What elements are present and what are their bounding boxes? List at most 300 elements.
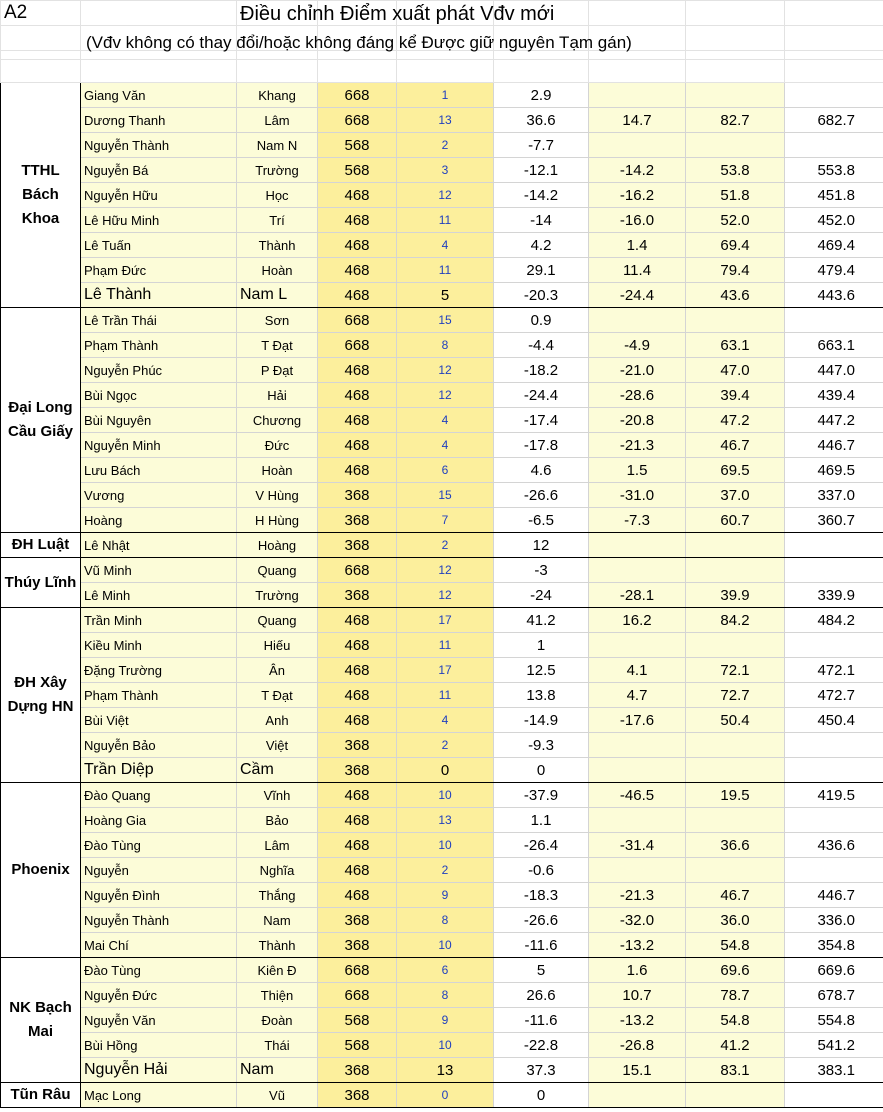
computed-adjustment-cell[interactable]: 11.4: [589, 258, 686, 283]
adjusted-value-cell[interactable]: [686, 733, 785, 758]
rank-cell[interactable]: 11: [397, 683, 494, 708]
computed-adjustment-cell[interactable]: -4.9: [589, 333, 686, 358]
first-name-cell[interactable]: Trần Minh: [81, 608, 237, 633]
new-start-score-cell[interactable]: 554.8: [785, 1008, 883, 1033]
last-name-cell[interactable]: Vũ: [237, 1083, 318, 1108]
computed-adjustment-cell[interactable]: -28.1: [589, 583, 686, 608]
adjustment-cell[interactable]: -3: [494, 558, 589, 583]
adjusted-value-cell[interactable]: [686, 633, 785, 658]
start-score-cell[interactable]: 368: [318, 508, 397, 533]
last-name-cell[interactable]: Thắng: [237, 883, 318, 908]
first-name-cell[interactable]: Lê Thành: [81, 283, 237, 308]
last-name-cell[interactable]: Nam: [237, 908, 318, 933]
new-start-score-cell[interactable]: [785, 533, 883, 558]
last-name-cell[interactable]: Hiếu: [237, 633, 318, 658]
first-name-cell[interactable]: Mạc Long: [81, 1083, 237, 1108]
adjusted-value-cell[interactable]: [686, 858, 785, 883]
first-name-cell[interactable]: Nguyễn Bá: [81, 158, 237, 183]
start-score-cell[interactable]: 468: [318, 658, 397, 683]
start-score-cell[interactable]: 468: [318, 833, 397, 858]
new-start-score-cell[interactable]: [785, 758, 883, 783]
adjusted-value-cell[interactable]: 79.4: [686, 258, 785, 283]
computed-adjustment-cell[interactable]: -21.3: [589, 883, 686, 908]
first-name-cell[interactable]: Bùi Hồng: [81, 1033, 237, 1058]
rank-cell[interactable]: 10: [397, 1033, 494, 1058]
first-name-cell[interactable]: Phạm Đức: [81, 258, 237, 283]
computed-adjustment-cell[interactable]: [589, 133, 686, 158]
start-score-cell[interactable]: 468: [318, 683, 397, 708]
last-name-cell[interactable]: Sơn: [237, 308, 318, 333]
rank-cell[interactable]: 2: [397, 858, 494, 883]
adjusted-value-cell[interactable]: 47.0: [686, 358, 785, 383]
new-start-score-cell[interactable]: 484.2: [785, 608, 883, 633]
last-name-cell[interactable]: Thiện: [237, 983, 318, 1008]
adjusted-value-cell[interactable]: 46.7: [686, 433, 785, 458]
start-score-cell[interactable]: 368: [318, 933, 397, 958]
first-name-cell[interactable]: Đào Tùng: [81, 833, 237, 858]
computed-adjustment-cell[interactable]: -28.6: [589, 383, 686, 408]
computed-adjustment-cell[interactable]: -32.0: [589, 908, 686, 933]
new-start-score-cell[interactable]: [785, 733, 883, 758]
adjustment-cell[interactable]: 29.1: [494, 258, 589, 283]
start-score-cell[interactable]: 668: [318, 83, 397, 108]
computed-adjustment-cell[interactable]: [589, 308, 686, 333]
computed-adjustment-cell[interactable]: -21.0: [589, 358, 686, 383]
last-name-cell[interactable]: Hải: [237, 383, 318, 408]
adjusted-value-cell[interactable]: [686, 758, 785, 783]
adjustment-cell[interactable]: -24.4: [494, 383, 589, 408]
computed-adjustment-cell[interactable]: -31.0: [589, 483, 686, 508]
adjusted-value-cell[interactable]: 51.8: [686, 183, 785, 208]
adjustment-cell[interactable]: -11.6: [494, 1008, 589, 1033]
rank-cell[interactable]: 12: [397, 358, 494, 383]
adjustment-cell[interactable]: 1: [494, 633, 589, 658]
start-score-cell[interactable]: 468: [318, 608, 397, 633]
adjustment-cell[interactable]: 37.3: [494, 1058, 589, 1083]
rank-cell[interactable]: 0: [397, 758, 494, 783]
start-score-cell[interactable]: 368: [318, 1083, 397, 1108]
adjusted-value-cell[interactable]: 39.4: [686, 383, 785, 408]
adjusted-value-cell[interactable]: 83.1: [686, 1058, 785, 1083]
start-score-cell[interactable]: 468: [318, 458, 397, 483]
adjustment-cell[interactable]: 12.5: [494, 658, 589, 683]
rank-cell[interactable]: 3: [397, 158, 494, 183]
last-name-cell[interactable]: Nam L: [237, 283, 318, 308]
adjusted-value-cell[interactable]: 63.1: [686, 333, 785, 358]
adjustment-cell[interactable]: -18.3: [494, 883, 589, 908]
last-name-cell[interactable]: Học: [237, 183, 318, 208]
computed-adjustment-cell[interactable]: [589, 83, 686, 108]
rank-cell[interactable]: 8: [397, 908, 494, 933]
rank-cell[interactable]: 4: [397, 708, 494, 733]
adjusted-value-cell[interactable]: 36.0: [686, 908, 785, 933]
adjustment-cell[interactable]: -9.3: [494, 733, 589, 758]
last-name-cell[interactable]: Nam N: [237, 133, 318, 158]
last-name-cell[interactable]: H Hùng: [237, 508, 318, 533]
last-name-cell[interactable]: Hoàng: [237, 533, 318, 558]
club-name-cell[interactable]: TTHL Bách Khoa: [1, 83, 81, 308]
last-name-cell[interactable]: Hoàn: [237, 258, 318, 283]
adjustment-cell[interactable]: -11.6: [494, 933, 589, 958]
start-score-cell[interactable]: 568: [318, 1008, 397, 1033]
adjustment-cell[interactable]: -18.2: [494, 358, 589, 383]
last-name-cell[interactable]: Nghĩa: [237, 858, 318, 883]
new-start-score-cell[interactable]: 339.9: [785, 583, 883, 608]
adjusted-value-cell[interactable]: 69.6: [686, 958, 785, 983]
first-name-cell[interactable]: Nguyễn: [81, 858, 237, 883]
club-name-cell[interactable]: ĐH Luật: [1, 533, 81, 558]
computed-adjustment-cell[interactable]: [589, 633, 686, 658]
start-score-cell[interactable]: 468: [318, 858, 397, 883]
first-name-cell[interactable]: Bùi Ngọc: [81, 383, 237, 408]
last-name-cell[interactable]: Thái: [237, 1033, 318, 1058]
last-name-cell[interactable]: Vĩnh: [237, 783, 318, 808]
computed-adjustment-cell[interactable]: 10.7: [589, 983, 686, 1008]
new-start-score-cell[interactable]: 446.7: [785, 883, 883, 908]
last-name-cell[interactable]: Chương: [237, 408, 318, 433]
rank-cell[interactable]: 10: [397, 833, 494, 858]
rank-cell[interactable]: 12: [397, 183, 494, 208]
new-start-score-cell[interactable]: 439.4: [785, 383, 883, 408]
start-score-cell[interactable]: 468: [318, 808, 397, 833]
adjustment-cell[interactable]: -12.1: [494, 158, 589, 183]
computed-adjustment-cell[interactable]: 1.6: [589, 958, 686, 983]
adjustment-cell[interactable]: 26.6: [494, 983, 589, 1008]
rank-cell[interactable]: 9: [397, 883, 494, 908]
adjusted-value-cell[interactable]: 54.8: [686, 1008, 785, 1033]
adjusted-value-cell[interactable]: 41.2: [686, 1033, 785, 1058]
start-score-cell[interactable]: 468: [318, 258, 397, 283]
computed-adjustment-cell[interactable]: -17.6: [589, 708, 686, 733]
rank-cell[interactable]: 13: [397, 108, 494, 133]
rank-cell[interactable]: 4: [397, 408, 494, 433]
new-start-score-cell[interactable]: [785, 858, 883, 883]
first-name-cell[interactable]: Lê Tuấn: [81, 233, 237, 258]
start-score-cell[interactable]: 468: [318, 233, 397, 258]
computed-adjustment-cell[interactable]: 15.1: [589, 1058, 686, 1083]
rank-cell[interactable]: 11: [397, 633, 494, 658]
start-score-cell[interactable]: 568: [318, 133, 397, 158]
computed-adjustment-cell[interactable]: 4.7: [589, 683, 686, 708]
start-score-cell[interactable]: 668: [318, 308, 397, 333]
adjustment-cell[interactable]: -4.4: [494, 333, 589, 358]
adjustment-cell[interactable]: 0: [494, 758, 589, 783]
club-name-cell[interactable]: Phoenix: [1, 783, 81, 958]
adjustment-cell[interactable]: -26.4: [494, 833, 589, 858]
first-name-cell[interactable]: Bùi Nguyên: [81, 408, 237, 433]
rank-cell[interactable]: 13: [397, 1058, 494, 1083]
rank-cell[interactable]: 10: [397, 783, 494, 808]
first-name-cell[interactable]: Nguyễn Hữu: [81, 183, 237, 208]
adjusted-value-cell[interactable]: 78.7: [686, 983, 785, 1008]
new-start-score-cell[interactable]: 678.7: [785, 983, 883, 1008]
adjustment-cell[interactable]: 4.2: [494, 233, 589, 258]
new-start-score-cell[interactable]: 663.1: [785, 333, 883, 358]
computed-adjustment-cell[interactable]: [589, 808, 686, 833]
new-start-score-cell[interactable]: 337.0: [785, 483, 883, 508]
adjustment-cell[interactable]: 13.8: [494, 683, 589, 708]
new-start-score-cell[interactable]: 472.1: [785, 658, 883, 683]
adjusted-value-cell[interactable]: [686, 308, 785, 333]
computed-adjustment-cell[interactable]: -13.2: [589, 933, 686, 958]
start-score-cell[interactable]: 468: [318, 633, 397, 658]
new-start-score-cell[interactable]: 472.7: [785, 683, 883, 708]
rank-cell[interactable]: 5: [397, 283, 494, 308]
club-name-cell[interactable]: Đại Long Cầu Giấy: [1, 308, 81, 533]
adjusted-value-cell[interactable]: [686, 808, 785, 833]
new-start-score-cell[interactable]: 383.1: [785, 1058, 883, 1083]
adjusted-value-cell[interactable]: [686, 558, 785, 583]
adjustment-cell[interactable]: -24: [494, 583, 589, 608]
start-score-cell[interactable]: 568: [318, 1033, 397, 1058]
new-start-score-cell[interactable]: 451.8: [785, 183, 883, 208]
adjusted-value-cell[interactable]: [686, 1083, 785, 1108]
last-name-cell[interactable]: V Hùng: [237, 483, 318, 508]
first-name-cell[interactable]: Nguyễn Văn: [81, 1008, 237, 1033]
adjusted-value-cell[interactable]: 36.6: [686, 833, 785, 858]
rank-cell[interactable]: 17: [397, 608, 494, 633]
first-name-cell[interactable]: Phạm Thành: [81, 333, 237, 358]
computed-adjustment-cell[interactable]: 4.1: [589, 658, 686, 683]
new-start-score-cell[interactable]: 669.6: [785, 958, 883, 983]
new-start-score-cell[interactable]: 447.0: [785, 358, 883, 383]
rank-cell[interactable]: 15: [397, 308, 494, 333]
new-start-score-cell[interactable]: [785, 1083, 883, 1108]
start-score-cell[interactable]: 668: [318, 958, 397, 983]
adjusted-value-cell[interactable]: [686, 133, 785, 158]
first-name-cell[interactable]: Bùi Việt: [81, 708, 237, 733]
adjustment-cell[interactable]: -7.7: [494, 133, 589, 158]
new-start-score-cell[interactable]: [785, 633, 883, 658]
adjustment-cell[interactable]: -6.5: [494, 508, 589, 533]
first-name-cell[interactable]: Nguyễn Đức: [81, 983, 237, 1008]
new-start-score-cell[interactable]: 469.4: [785, 233, 883, 258]
new-start-score-cell[interactable]: 354.8: [785, 933, 883, 958]
adjusted-value-cell[interactable]: 53.8: [686, 158, 785, 183]
new-start-score-cell[interactable]: 553.8: [785, 158, 883, 183]
computed-adjustment-cell[interactable]: -20.8: [589, 408, 686, 433]
club-name-cell[interactable]: Thúy Lĩnh: [1, 558, 81, 608]
adjustment-cell[interactable]: 36.6: [494, 108, 589, 133]
adjustment-cell[interactable]: 0: [494, 1083, 589, 1108]
last-name-cell[interactable]: Quang: [237, 558, 318, 583]
adjusted-value-cell[interactable]: [686, 533, 785, 558]
start-score-cell[interactable]: 368: [318, 1058, 397, 1083]
adjusted-value-cell[interactable]: 54.8: [686, 933, 785, 958]
new-start-score-cell[interactable]: 682.7: [785, 108, 883, 133]
start-score-cell[interactable]: 468: [318, 383, 397, 408]
adjusted-value-cell[interactable]: 72.7: [686, 683, 785, 708]
computed-adjustment-cell[interactable]: 14.7: [589, 108, 686, 133]
first-name-cell[interactable]: Mai Chí: [81, 933, 237, 958]
rank-cell[interactable]: 13: [397, 808, 494, 833]
start-score-cell[interactable]: 668: [318, 558, 397, 583]
new-start-score-cell[interactable]: 443.6: [785, 283, 883, 308]
last-name-cell[interactable]: T Đạt: [237, 333, 318, 358]
last-name-cell[interactable]: Nam: [237, 1058, 318, 1083]
new-start-score-cell[interactable]: [785, 133, 883, 158]
first-name-cell[interactable]: Nguyễn Thành: [81, 133, 237, 158]
start-score-cell[interactable]: 468: [318, 433, 397, 458]
first-name-cell[interactable]: Vương: [81, 483, 237, 508]
rank-cell[interactable]: 6: [397, 958, 494, 983]
computed-adjustment-cell[interactable]: [589, 558, 686, 583]
new-start-score-cell[interactable]: [785, 83, 883, 108]
computed-adjustment-cell[interactable]: [589, 533, 686, 558]
adjusted-value-cell[interactable]: 43.6: [686, 283, 785, 308]
new-start-score-cell[interactable]: 469.5: [785, 458, 883, 483]
new-start-score-cell[interactable]: 336.0: [785, 908, 883, 933]
start-score-cell[interactable]: 568: [318, 158, 397, 183]
adjustment-cell[interactable]: -37.9: [494, 783, 589, 808]
adjusted-value-cell[interactable]: 39.9: [686, 583, 785, 608]
last-name-cell[interactable]: Trường: [237, 158, 318, 183]
first-name-cell[interactable]: Đào Tùng: [81, 958, 237, 983]
rank-cell[interactable]: 4: [397, 233, 494, 258]
last-name-cell[interactable]: Anh: [237, 708, 318, 733]
start-score-cell[interactable]: 468: [318, 283, 397, 308]
rank-cell[interactable]: 11: [397, 208, 494, 233]
adjusted-value-cell[interactable]: 69.5: [686, 458, 785, 483]
rank-cell[interactable]: 2: [397, 133, 494, 158]
start-score-cell[interactable]: 368: [318, 583, 397, 608]
adjusted-value-cell[interactable]: 72.1: [686, 658, 785, 683]
adjusted-value-cell[interactable]: 84.2: [686, 608, 785, 633]
new-start-score-cell[interactable]: 447.2: [785, 408, 883, 433]
computed-adjustment-cell[interactable]: [589, 758, 686, 783]
last-name-cell[interactable]: Thành: [237, 233, 318, 258]
computed-adjustment-cell[interactable]: -26.8: [589, 1033, 686, 1058]
last-name-cell[interactable]: Việt: [237, 733, 318, 758]
start-score-cell[interactable]: 668: [318, 333, 397, 358]
last-name-cell[interactable]: Trường: [237, 583, 318, 608]
adjustment-cell[interactable]: -26.6: [494, 908, 589, 933]
first-name-cell[interactable]: Lưu Bách: [81, 458, 237, 483]
rank-cell[interactable]: 1: [397, 83, 494, 108]
adjustment-cell[interactable]: 0.9: [494, 308, 589, 333]
computed-adjustment-cell[interactable]: [589, 733, 686, 758]
adjustment-cell[interactable]: -17.8: [494, 433, 589, 458]
new-start-score-cell[interactable]: 436.6: [785, 833, 883, 858]
new-start-score-cell[interactable]: 541.2: [785, 1033, 883, 1058]
computed-adjustment-cell[interactable]: 1.4: [589, 233, 686, 258]
cell-reference[interactable]: A2: [1, 1, 81, 26]
adjustment-cell[interactable]: 41.2: [494, 608, 589, 633]
first-name-cell[interactable]: Nguyễn Hải: [81, 1058, 237, 1083]
computed-adjustment-cell[interactable]: [589, 858, 686, 883]
computed-adjustment-cell[interactable]: [589, 1083, 686, 1108]
last-name-cell[interactable]: Đức: [237, 433, 318, 458]
first-name-cell[interactable]: Lê Minh: [81, 583, 237, 608]
start-score-cell[interactable]: 468: [318, 783, 397, 808]
last-name-cell[interactable]: Khang: [237, 83, 318, 108]
rank-cell[interactable]: 12: [397, 583, 494, 608]
rank-cell[interactable]: 12: [397, 558, 494, 583]
club-name-cell[interactable]: NK Bạch Mai: [1, 958, 81, 1083]
first-name-cell[interactable]: Lê Trần Thái: [81, 308, 237, 333]
computed-adjustment-cell[interactable]: 1.5: [589, 458, 686, 483]
adjustment-cell[interactable]: -0.6: [494, 858, 589, 883]
start-score-cell[interactable]: 368: [318, 733, 397, 758]
adjusted-value-cell[interactable]: 19.5: [686, 783, 785, 808]
last-name-cell[interactable]: Thành: [237, 933, 318, 958]
start-score-cell[interactable]: 468: [318, 408, 397, 433]
first-name-cell[interactable]: Lê Nhật: [81, 533, 237, 558]
first-name-cell[interactable]: Giang Văn: [81, 83, 237, 108]
new-start-score-cell[interactable]: [785, 558, 883, 583]
new-start-score-cell[interactable]: 452.0: [785, 208, 883, 233]
start-score-cell[interactable]: 668: [318, 983, 397, 1008]
computed-adjustment-cell[interactable]: -14.2: [589, 158, 686, 183]
last-name-cell[interactable]: Kiên Đ: [237, 958, 318, 983]
adjustment-cell[interactable]: -14.2: [494, 183, 589, 208]
start-score-cell[interactable]: 468: [318, 183, 397, 208]
last-name-cell[interactable]: T Đạt: [237, 683, 318, 708]
computed-adjustment-cell[interactable]: -7.3: [589, 508, 686, 533]
start-score-cell[interactable]: 368: [318, 908, 397, 933]
adjusted-value-cell[interactable]: 52.0: [686, 208, 785, 233]
adjusted-value-cell[interactable]: [686, 83, 785, 108]
last-name-cell[interactable]: Đoàn: [237, 1008, 318, 1033]
computed-adjustment-cell[interactable]: -16.0: [589, 208, 686, 233]
adjusted-value-cell[interactable]: 47.2: [686, 408, 785, 433]
adjusted-value-cell[interactable]: 60.7: [686, 508, 785, 533]
first-name-cell[interactable]: Dương Thanh: [81, 108, 237, 133]
computed-adjustment-cell[interactable]: -16.2: [589, 183, 686, 208]
rank-cell[interactable]: 11: [397, 258, 494, 283]
club-name-cell[interactable]: ĐH Xây Dựng HN: [1, 608, 81, 783]
rank-cell[interactable]: 8: [397, 333, 494, 358]
first-name-cell[interactable]: Đào Quang: [81, 783, 237, 808]
adjustment-cell[interactable]: -26.6: [494, 483, 589, 508]
adjustment-cell[interactable]: -14.9: [494, 708, 589, 733]
computed-adjustment-cell[interactable]: -13.2: [589, 1008, 686, 1033]
start-score-cell[interactable]: 668: [318, 108, 397, 133]
start-score-cell[interactable]: 468: [318, 358, 397, 383]
last-name-cell[interactable]: Lâm: [237, 833, 318, 858]
rank-cell[interactable]: 2: [397, 533, 494, 558]
rank-cell[interactable]: 0: [397, 1083, 494, 1108]
first-name-cell[interactable]: Nguyễn Minh: [81, 433, 237, 458]
new-start-score-cell[interactable]: 479.4: [785, 258, 883, 283]
club-name-cell[interactable]: Tũn Râu: [1, 1083, 81, 1108]
rank-cell[interactable]: 6: [397, 458, 494, 483]
first-name-cell[interactable]: Đặng Trường: [81, 658, 237, 683]
start-score-cell[interactable]: 368: [318, 483, 397, 508]
adjustment-cell[interactable]: -22.8: [494, 1033, 589, 1058]
last-name-cell[interactable]: P Đạt: [237, 358, 318, 383]
adjustment-cell[interactable]: 2.9: [494, 83, 589, 108]
adjusted-value-cell[interactable]: 37.0: [686, 483, 785, 508]
first-name-cell[interactable]: Nguyễn Đình: [81, 883, 237, 908]
rank-cell[interactable]: 12: [397, 383, 494, 408]
computed-adjustment-cell[interactable]: -24.4: [589, 283, 686, 308]
first-name-cell[interactable]: Hoàng Gia: [81, 808, 237, 833]
start-score-cell[interactable]: 468: [318, 708, 397, 733]
adjustment-cell[interactable]: 4.6: [494, 458, 589, 483]
computed-adjustment-cell[interactable]: -31.4: [589, 833, 686, 858]
last-name-cell[interactable]: Ân: [237, 658, 318, 683]
last-name-cell[interactable]: Lâm: [237, 108, 318, 133]
first-name-cell[interactable]: Hoàng: [81, 508, 237, 533]
first-name-cell[interactable]: Vũ Minh: [81, 558, 237, 583]
first-name-cell[interactable]: Phạm Thành: [81, 683, 237, 708]
rank-cell[interactable]: 17: [397, 658, 494, 683]
start-score-cell[interactable]: 468: [318, 208, 397, 233]
first-name-cell[interactable]: Nguyễn Phúc: [81, 358, 237, 383]
adjustment-cell[interactable]: -20.3: [494, 283, 589, 308]
adjusted-value-cell[interactable]: 46.7: [686, 883, 785, 908]
